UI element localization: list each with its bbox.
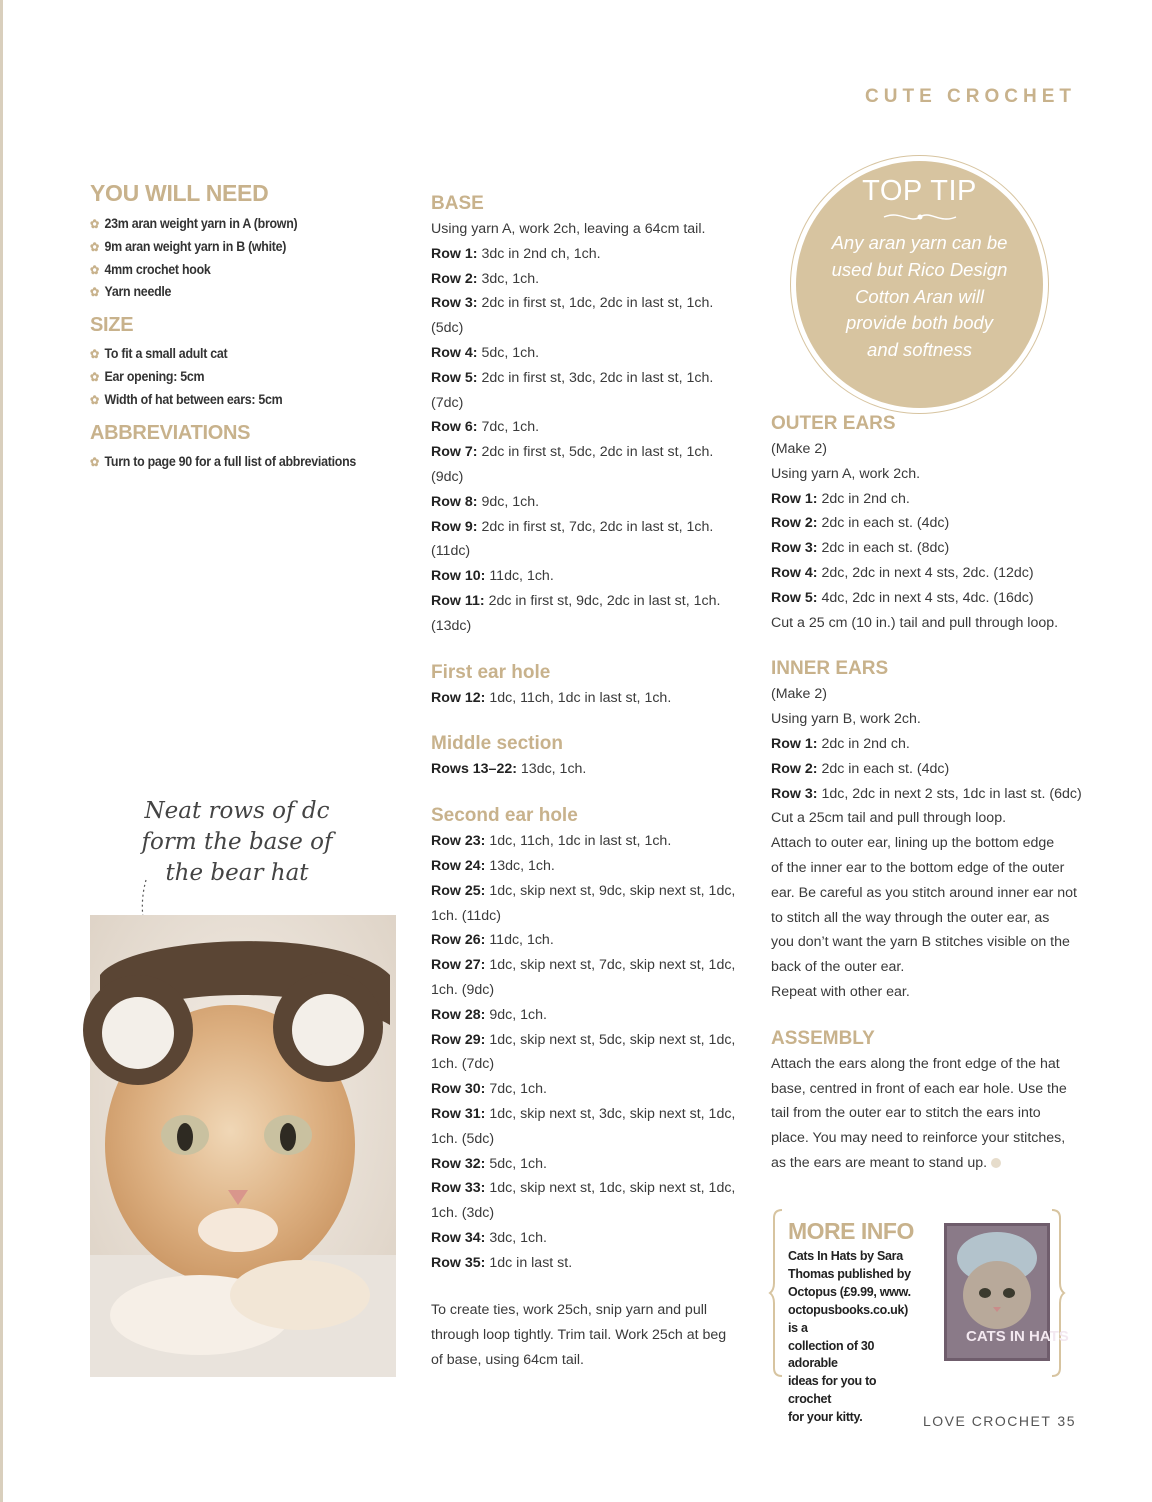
row-label: Row 5: (771, 589, 818, 606)
outer-ears-rows (771, 437, 1081, 635)
row-text: 1ch. (3dc) (431, 1205, 495, 1222)
row-text: 9dc, 1ch. (477, 493, 540, 510)
row-text: (Make 2) (771, 441, 827, 457)
row-text: 1dc, skip next st, 9dc, skip next st, 1dc, (485, 882, 736, 899)
row-label: Row 11: (431, 592, 485, 609)
instruction-row (431, 1102, 741, 1127)
instruction-row (771, 980, 1081, 1005)
flower-bullet-icon: ✿ (90, 217, 99, 231)
instruction-row (771, 462, 1081, 487)
flower-bullet-icon: ✿ (90, 347, 99, 362)
assembly-line: base, centred in front of each ear hole. Use the (771, 1080, 1067, 1097)
row-text: 1dc, 11ch, 1dc in last st, 1ch. (485, 689, 672, 706)
instruction-row (431, 341, 741, 366)
row-text: 1dc in last st. (485, 1254, 573, 1271)
instruction-row (771, 732, 1081, 757)
instruction-row (771, 856, 1081, 881)
row-label: Row 35: (431, 1254, 486, 1271)
row-text: (7dc) (431, 394, 464, 411)
instruction-row (431, 291, 741, 316)
instruction-row (431, 1003, 741, 1028)
row-text: 13dc, 1ch. (516, 761, 587, 778)
row-label: Row 3: (771, 540, 818, 557)
instruction-row (771, 536, 1081, 561)
row-text: 2dc in first st, 7dc, 2dc in last st, 1ch. (477, 518, 714, 535)
row-label: Row 8: (431, 493, 478, 510)
row-text: Using yarn B, work 2ch. (771, 711, 921, 728)
first-ear-hole-rows (431, 686, 741, 711)
row-text: 1ch. (11dc) (431, 907, 501, 924)
row-text: of the inner ear to the bottom edge of the outer (771, 859, 1065, 876)
row-text: 9dc, 1ch. (485, 1006, 547, 1023)
instruction-row (431, 539, 741, 564)
list-item: ✿ 23m aran weight yarn in A (brown) (90, 216, 298, 231)
list-item: ✿ Yarn needle (90, 284, 172, 300)
row-text: 2dc in first st, 3dc, 2dc in last st, 1ch. (477, 369, 714, 386)
instruction-row (431, 928, 741, 953)
row-label: Row 32: (431, 1155, 486, 1172)
row-text: (5dc) (431, 320, 464, 337)
instruction-row (431, 978, 741, 1003)
row-text: 5dc, 1ch. (477, 344, 540, 361)
assembly-line: Attach the ears along the front edge of the hat (771, 1055, 1060, 1072)
more-info-heading: MORE INFO (788, 1218, 914, 1244)
row-text: 2dc in 2nd ch. (817, 735, 910, 752)
row-text: you don’t want the yarn B stitches visible on the (771, 934, 1070, 951)
row-text: 1dc, 2dc in next 2 sts, 1dc in last st. (6dc) (817, 785, 1082, 802)
instruction-row (431, 515, 741, 540)
row-text: 2dc in first st, 9dc, 2dc in last st, 1ch. (484, 592, 721, 609)
instruction-row (431, 1127, 741, 1152)
row-text: 3dc in 2nd ch, 1ch. (477, 245, 601, 262)
second-ear-hole-heading: Second ear hole (431, 805, 578, 827)
instruction-row (431, 904, 741, 929)
instruction-row (431, 953, 741, 978)
photo-caption: Neat rows of dc form the base of the bear hat (141, 798, 333, 886)
row-label: Row 3: (771, 785, 818, 802)
instruction-row (431, 686, 741, 711)
row-label: Row 6: (431, 419, 478, 436)
row-label: Row 1: (771, 490, 818, 507)
row-text: 2dc in each st. (4dc) (817, 760, 950, 777)
top-tip-title: TOP TIP (862, 175, 977, 207)
row-text: to stitch all the way through the outer ear, as (771, 909, 1050, 926)
instruction-row (431, 391, 741, 416)
row-text: Repeat with other ear. (771, 983, 910, 1000)
row-text: 2dc, 2dc in next 4 sts, 2dc. (12dc) (817, 564, 1034, 581)
kitten-photo (90, 915, 396, 1377)
base-instructions-column (431, 193, 741, 1373)
instruction-row (431, 316, 741, 341)
flower-bullet-icon: ✿ (90, 262, 99, 277)
you-will-need-list (90, 213, 400, 304)
row-text: 2dc in each st. (4dc) (817, 515, 950, 532)
row-label: Row 2: (771, 760, 818, 777)
instruction-row (431, 465, 741, 490)
row-text: Cut a 25cm tail and pull through loop. (771, 810, 1007, 827)
row-text: 11dc, 1ch. (485, 932, 554, 949)
row-label: Row 7: (431, 444, 478, 461)
instruction-row (431, 440, 741, 465)
row-label: Row 26: (431, 932, 486, 949)
size-list (90, 343, 400, 411)
top-tip-body: Any aran yarn can be used but Rico Design Cotton Aran will provide both body and softness (831, 232, 1008, 361)
instruction-row (431, 879, 741, 904)
ties-line: To create ties, work 25ch, snip yarn and pull (431, 1302, 708, 1319)
row-text: (11dc) (431, 543, 471, 560)
instruction-row (431, 1028, 741, 1053)
flower-bullet-icon: ✿ (90, 285, 99, 300)
row-text: back of the outer ear. (771, 959, 905, 976)
row-label: Row 3: (431, 295, 478, 312)
row-label: Row 12: (431, 689, 486, 706)
instruction-row (431, 1226, 741, 1251)
assembly-line: as the ears are meant to stand up. (771, 1151, 1081, 1176)
list-item: ✿ 4mm crochet hook (90, 261, 211, 277)
middle-section-heading: Middle section (431, 733, 563, 755)
instruction-row (771, 611, 1081, 636)
row-label: Row 9: (431, 518, 478, 535)
book-cover-title: CATS IN HATS (966, 1328, 1069, 1345)
row-text: 1ch. (7dc) (431, 1056, 495, 1073)
ears-instructions-column (771, 413, 1081, 1176)
row-label: Row 5: (431, 369, 478, 386)
instruction-row (431, 1176, 741, 1201)
materials-column (90, 180, 400, 483)
row-text: ear. Be careful as you stitch around inner ear not (771, 884, 1078, 901)
second-ear-hole-rows (431, 829, 741, 1275)
instruction-row (771, 586, 1081, 611)
instruction-row (431, 564, 741, 589)
instruction-row (771, 906, 1081, 931)
instruction-row (771, 831, 1081, 856)
end-mark-icon (991, 1158, 1001, 1168)
row-text: 7dc, 1ch. (477, 419, 540, 436)
list-item: ✿ 9m aran weight yarn in B (white) (90, 238, 287, 254)
row-text: (9dc) (431, 468, 464, 485)
row-text: 1ch. (9dc) (431, 981, 495, 998)
assembly-line: place. You may need to reinforce your stitches, (771, 1130, 1066, 1147)
ties-line: of base, using 64cm tail. (431, 1352, 584, 1369)
list-item: ✿ Turn to page 90 for a full list of abbreviations (90, 453, 357, 469)
row-label: Row 2: (431, 270, 478, 287)
book-cover-image (944, 1223, 1069, 1361)
row-label: Row 27: (431, 957, 486, 974)
section-kicker: CUTE CROCHET (865, 86, 1076, 107)
row-label: Row 23: (431, 833, 486, 850)
you-will-need-heading: YOU WILL NEED (90, 180, 269, 206)
row-label: Row 4: (771, 564, 818, 581)
instruction-row (431, 415, 741, 440)
row-text: 1ch. (5dc) (431, 1130, 495, 1147)
row-text: (13dc) (431, 617, 472, 634)
row-text: 1dc, 11ch, 1dc in last st, 1ch. (485, 833, 672, 850)
size-heading: SIZE (90, 314, 134, 337)
instruction-row (431, 1152, 741, 1177)
instruction-row (431, 490, 741, 515)
row-text: Cut a 25 cm (10 in.) tail and pull through loop. (771, 614, 1059, 631)
row-text: 5dc, 1ch. (485, 1155, 547, 1172)
abbreviations-list (90, 451, 400, 474)
instruction-row (771, 437, 1081, 462)
row-text: Using yarn A, work 2ch. (771, 465, 921, 482)
inner-ears-rows (771, 682, 1081, 1004)
row-label: Row 2: (771, 515, 818, 532)
row-label: Rows 13–22: (431, 761, 517, 778)
instruction-row (431, 829, 741, 854)
instruction-row (771, 511, 1081, 536)
instruction-row (431, 589, 741, 614)
list-item: ✿ Ear opening: 5cm (90, 368, 205, 384)
instruction-row (431, 614, 741, 639)
row-text: 4dc, 2dc in next 4 sts, 4dc. (16dc) (817, 589, 1034, 606)
list-item: ✿ To fit a small adult cat (90, 346, 228, 362)
flower-bullet-icon: ✿ (90, 369, 99, 384)
instruction-row (771, 955, 1081, 980)
row-label: Row 29: (431, 1031, 486, 1048)
instruction-row (431, 267, 741, 292)
row-label: Row 1: (431, 245, 478, 262)
instruction-row (771, 682, 1081, 707)
instruction-row (771, 561, 1081, 586)
ties-line: through loop tightly. Trim tail. Work 25ch at beg (431, 1327, 727, 1344)
instruction-row (771, 757, 1081, 782)
row-label: Row 34: (431, 1229, 486, 1246)
instruction-row (431, 366, 741, 391)
flourish-icon (880, 208, 960, 226)
instruction-row (431, 1077, 741, 1102)
page-footer (917, 1413, 1076, 1429)
assembly-line: tail from the outer ear to stitch the ears into (771, 1105, 1041, 1122)
more-info-text: Cats In Hats by Sara Thomas published by Octopus (£9.99, www. octopusbooks.co.uk) is a collection of 30 adorable ideas for you to crochet for your kitty. (788, 1249, 911, 1425)
row-text: (Make 2) (771, 686, 827, 703)
flower-bullet-icon: ✿ (90, 239, 99, 254)
row-text: 11dc, 1ch. (485, 568, 554, 585)
instruction-row (771, 707, 1081, 732)
row-text: 3dc, 1ch. (477, 270, 540, 287)
assembly-heading: ASSEMBLY (771, 1027, 875, 1049)
abbreviations-heading: ABBREVIATIONS (90, 421, 251, 444)
row-label: Row 25: (431, 882, 486, 899)
row-label: Row 24: (431, 857, 486, 874)
base-heading: BASE (431, 193, 484, 214)
page-edge-rule (0, 0, 3, 1502)
instruction-row (431, 1251, 741, 1276)
base-rows (431, 242, 741, 639)
row-text: 2dc in 2nd ch. (817, 490, 910, 507)
flower-bullet-icon: ✿ (90, 392, 99, 407)
row-label: Row 30: (431, 1081, 486, 1098)
middle-section-rows (431, 757, 741, 782)
list-item: ✿ Width of hat between ears: 5cm (90, 391, 283, 407)
instruction-row (771, 806, 1081, 831)
row-label: Row 10: (431, 568, 486, 585)
flower-bullet-icon: ✿ (90, 454, 99, 469)
row-text: 2dc in each st. (8dc) (817, 540, 950, 557)
row-label: Row 33: (431, 1180, 486, 1197)
inner-ears-heading: INNER EARS (771, 658, 889, 680)
top-tip-badge (796, 161, 1043, 408)
row-text: 13dc, 1ch. (485, 857, 555, 874)
row-text: 1dc, skip next st, 5dc, skip next st, 1dc, (485, 1031, 736, 1048)
row-text: 1dc, skip next st, 1dc, skip next st, 1dc, (485, 1180, 736, 1197)
instruction-row (771, 930, 1081, 955)
instruction-row (771, 487, 1081, 512)
magazine-name: LOVE CROCHET (922, 1413, 1052, 1429)
page-number: 35 (1057, 1413, 1076, 1429)
first-ear-hole-heading: First ear hole (431, 661, 551, 683)
instruction-row (431, 757, 741, 782)
row-text: 1dc, skip next st, 3dc, skip next st, 1dc, (485, 1105, 736, 1122)
instruction-row (431, 854, 741, 879)
row-label: Row 1: (771, 735, 818, 752)
row-text: 1dc, skip next st, 7dc, skip next st, 1dc, (485, 957, 736, 974)
row-text: 2dc in first st, 1dc, 2dc in last st, 1ch. (477, 295, 714, 312)
instruction-row (771, 881, 1081, 906)
row-text: Attach to outer ear, lining up the bottom edge (771, 835, 1055, 852)
instruction-row (431, 1201, 741, 1226)
row-label: Row 28: (431, 1006, 486, 1023)
row-text: 7dc, 1ch. (485, 1081, 547, 1098)
row-text: 2dc in first st, 5dc, 2dc in last st, 1ch. (477, 444, 714, 461)
instruction-row (431, 1052, 741, 1077)
row-label: Row 4: (431, 344, 478, 361)
row-text: 3dc, 1ch. (485, 1229, 547, 1246)
outer-ears-heading: OUTER EARS (771, 413, 896, 434)
instruction-row (431, 242, 741, 267)
base-intro: Using yarn A, work 2ch, leaving a 64cm tail. (431, 221, 706, 237)
instruction-row (771, 782, 1081, 807)
row-label: Row 31: (431, 1105, 486, 1122)
